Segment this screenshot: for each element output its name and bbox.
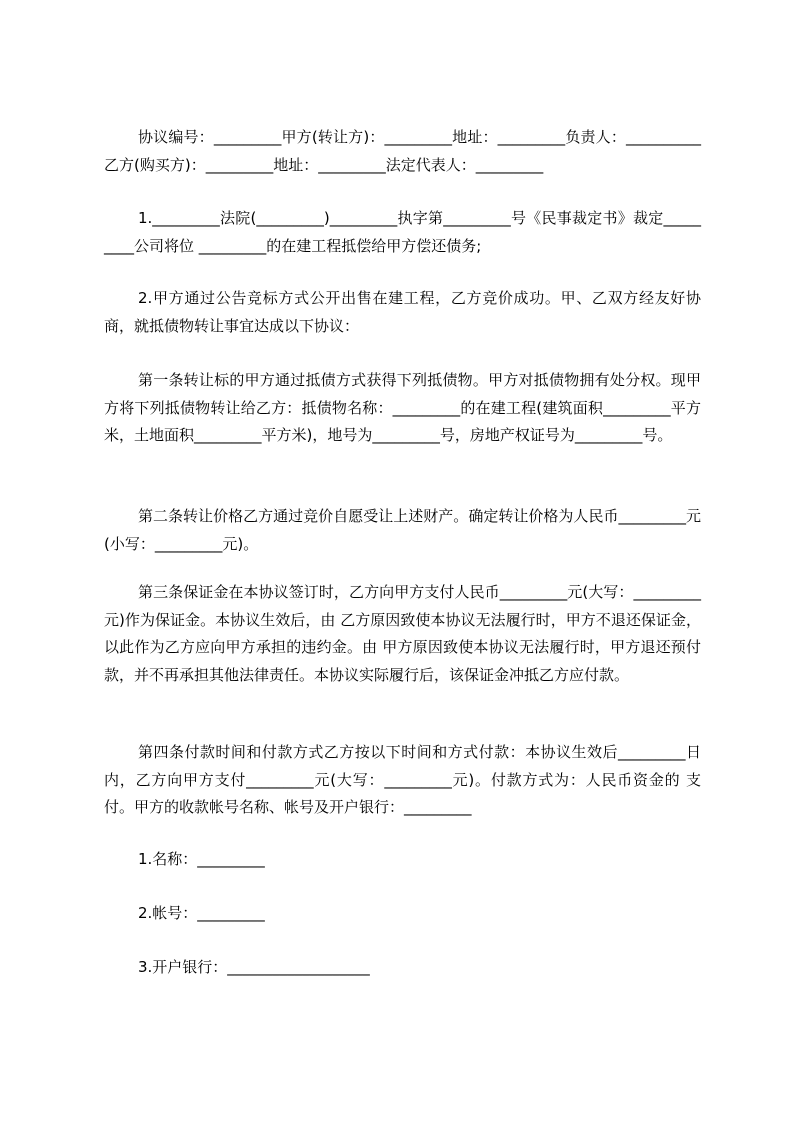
recital-court-ruling: 1._________法院(_________)_________执字第_________号《民事裁定书》裁定_________公司将位 _________的在建工程抵偿给甲方偿还债务;	[104, 209, 701, 255]
article-4-payment-terms: 第四条付款时间和付款方式乙方按以下时间和方式付款：本协议生效后_________日内，乙方向甲方支付_________元(大写：_________元)。付款方式为：人民币资金的 支付。甲方的收款帐号名称、帐号及开户银行：_________	[104, 743, 701, 816]
account-number-field: 2.帐号：_________	[138, 904, 265, 922]
article-2-transfer-price: 第二条转让价格乙方通过竞价自愿受让上述财产。确定转让价格为人民币_________元(小写：_________元)。	[104, 507, 701, 553]
article-1-transfer-subject: 第一条转让标的甲方通过抵债方式获得下列抵债物。甲方对抵债物拥有处分权。现甲方将下列抵债物转让给乙方：抵债物名称：_________的在建工程(建筑面积_________平方米，土地面积_________平方米)，地号为_________号，房地产权证号为_________号。	[104, 371, 701, 444]
account-name-field: 1.名称：_________	[138, 850, 265, 868]
article-3-deposit: 第三条保证金在本协议签订时，乙方向甲方支付人民币_________元(大写：_________元)作为保证金。本协议生效后，由 乙方原因致使本协议无法履行时，甲方不退还保证金，以此作为乙方应向甲方承担的违约金。由 甲方原因致使本协议无法履行时，甲方退还预付款，并不再承担其他法律责任。本协议实际履行后，该保证金冲抵乙方应付款。	[104, 583, 701, 684]
recital-public-bidding: 2.甲方通过公告竞标方式公开出售在建工程，乙方竞价成功。甲、乙双方经友好协商，就抵债物转让事宜达成以下协议：	[104, 289, 701, 335]
agreement-header-fields: 协议编号：_________甲方(转让方)：_________地址：_________负责人：__________乙方(购买方)：_________地址：_________法定代表人：_________	[104, 128, 701, 174]
account-bank-field: 3.开户银行：___________________	[138, 958, 370, 976]
